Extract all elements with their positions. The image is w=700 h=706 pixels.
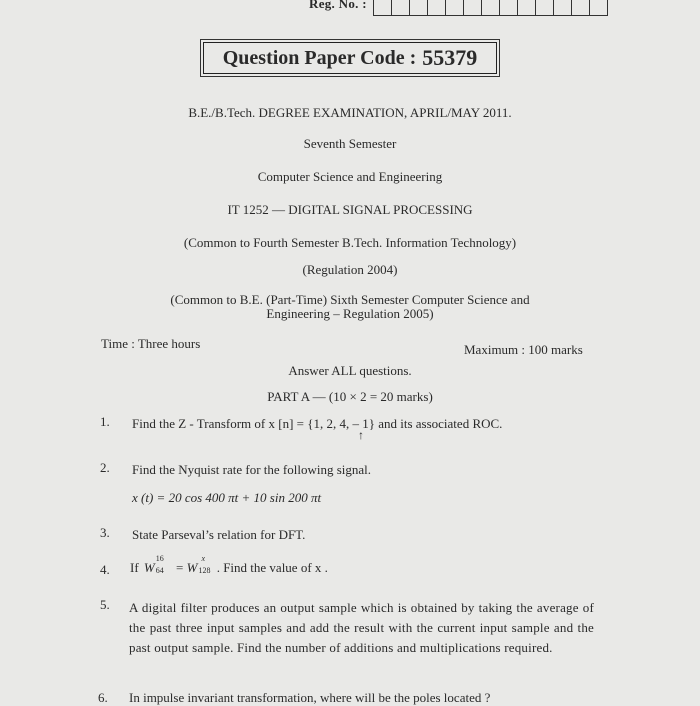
origin-arrow-icon: ↑ [358,428,364,442]
question-paper-code-box [203,42,497,74]
twiddle-right-sup: x [201,554,206,563]
common-line-2: (Common to B.E. (Part-Time) Sixth Semester Computer Science and [170,292,530,307]
question-1-text: Find the Z - Transform of x [n] = {1, 2, 4, – 1} and its associated ROC. [132,416,503,431]
regulation-line: (Regulation 2004) [302,262,398,277]
subject-line: IT 1252 — DIGITAL SIGNAL PROCESSING [227,202,473,217]
max-marks-label: Maximum : 100 marks [464,342,583,357]
instruction-line: Answer ALL questions. [288,363,412,378]
reg-box [535,0,554,16]
twiddle-left-sub: 64 [155,566,164,575]
reg-box [445,0,464,16]
reg-no-boxes [374,0,608,16]
reg-box [481,0,500,16]
reg-box [499,0,518,16]
twiddle-right-sub: 128 [198,566,211,575]
common-line-3: Engineering – Regulation 2005) [266,306,434,321]
common-line-1: (Common to Fourth Semester B.Tech. Information Technology) [183,235,517,250]
reg-box [409,0,428,16]
question-number: 4. [100,562,110,577]
twiddle-left-base: W [143,560,155,575]
reg-box [427,0,446,16]
question-5-text: A digital filter produces an output sample which is obtained by taking the average of the past three input samples and add the result with the current input sample and the past output sample. Find the number of additions and multiplications required. [129,600,594,655]
reg-box [391,0,410,16]
reg-box [571,0,590,16]
question-4-text [130,554,328,576]
twiddle-left [143,554,169,575]
question-number: 6. [98,690,108,705]
question-number: 2. [100,460,110,475]
reg-box [463,0,482,16]
code-number: 55379 [422,45,478,70]
reg-box [589,0,608,16]
reg-box [553,0,572,16]
twiddle-right-base: W [186,560,198,575]
reg-box [373,0,392,16]
q4-rest: . Find the value of x . [216,560,328,575]
part-a-heading: PART A — (10 × 2 = 20 marks) [267,389,433,404]
question-number: 3. [100,525,110,540]
reg-box [517,0,536,16]
time-label: Time : Three hours [101,336,201,351]
question-6-text: In impulse invariant transformation, where will be the poles located ? [129,690,491,705]
question-3-text: State Parseval’s relation for DFT. [132,527,306,542]
q4-equals: = [176,560,184,575]
question-2-formula: x (t) = 20 cos 400 πt + 10 sin 200 πt [132,490,322,505]
branch-line: Computer Science and Engineering [257,169,443,184]
degree-line: B.E./B.Tech. DEGREE EXAMINATION, APRIL/MAY 2011. [188,105,512,120]
twiddle-left-sup: 16 [155,554,164,563]
q4-if: If [130,560,139,575]
question-number: 5. [100,597,110,612]
question-number: 1. [100,414,110,429]
twiddle-right [186,554,214,575]
semester-line: Seventh Semester [303,136,397,151]
question-2-text: Find the Nyquist rate for the following signal. [132,462,372,477]
code-label: Question Paper Code : [222,46,417,69]
reg-no-label: Reg. No. : [309,0,367,11]
